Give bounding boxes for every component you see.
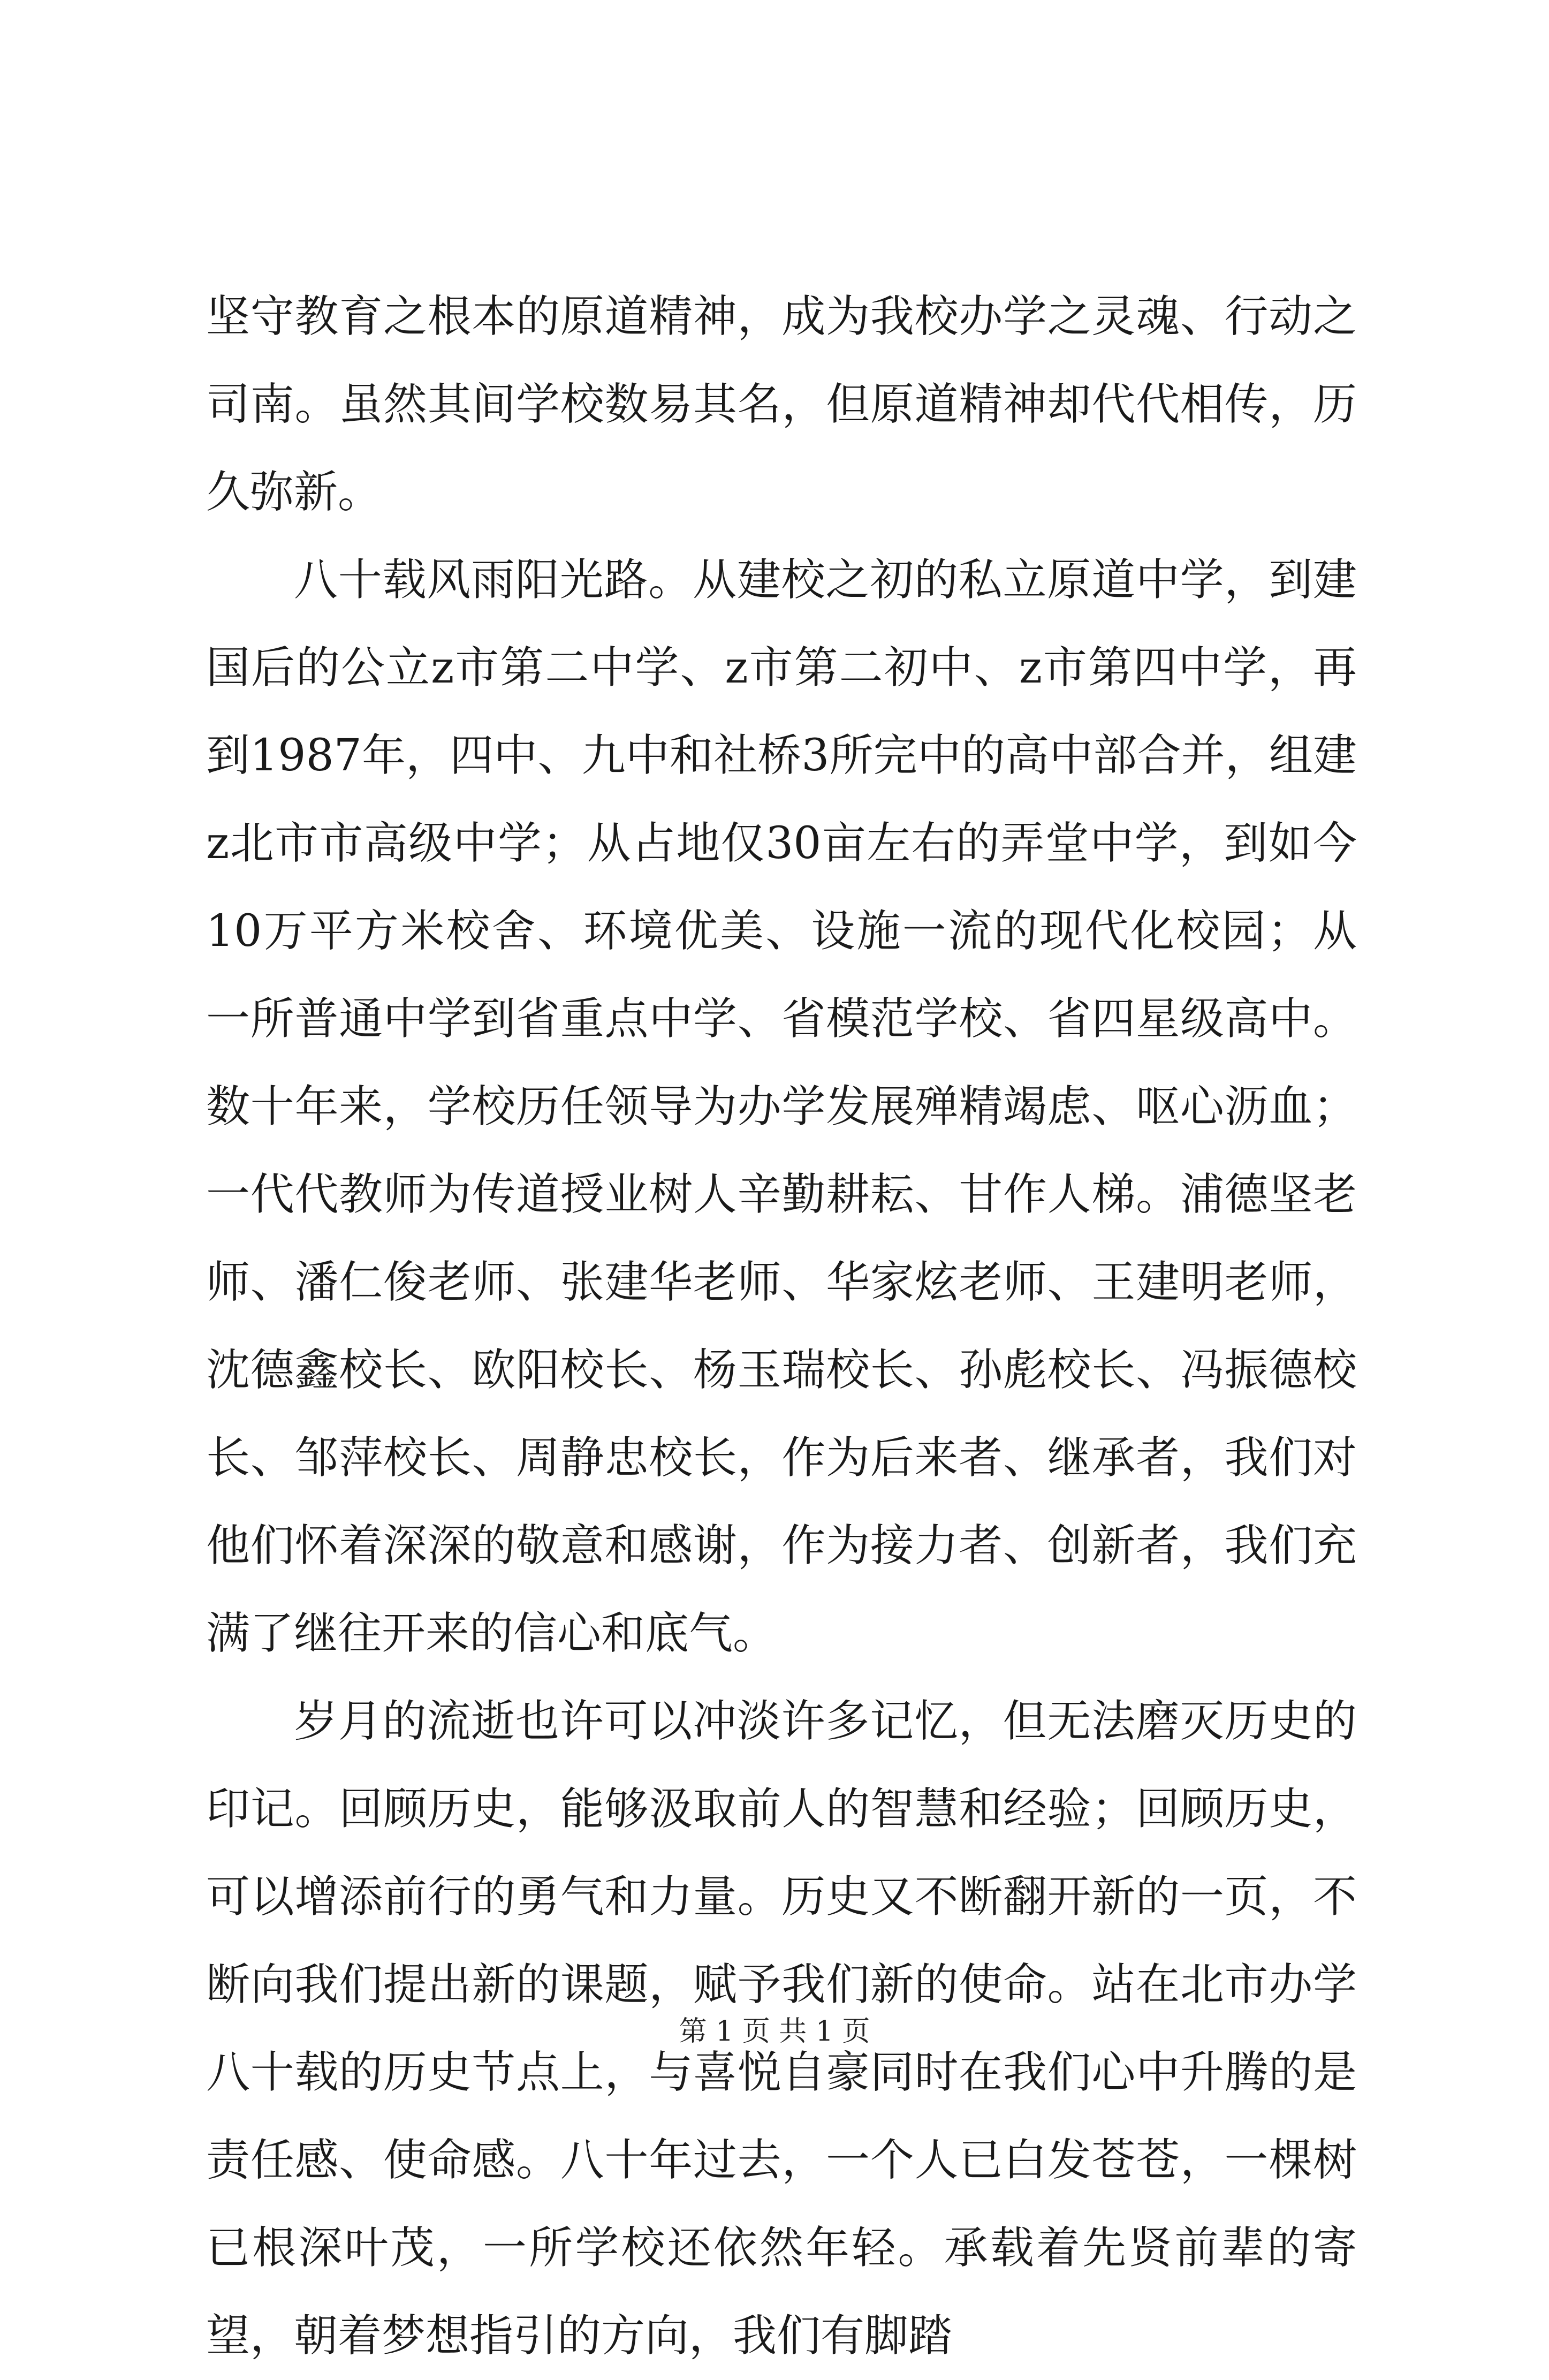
- paragraph-1: 坚守教育之根本的原道精神，成为我校办学之灵魂、行动之司南。虽然其间学校数易其名，但原道精神却代代相传，历久弥新。: [206, 291, 1357, 518]
- paragraph-3: 岁月的流逝也许可以冲淡许多记忆，但无法磨灭历史的印记。回顾历史，能够汲取前人的智慧和经验；回顾历史，可以增添前行的勇气和力量。历史又不断翻开新的一页，不断向我们提出新的课题，赋予我们新的使命。站在北市办学八十载的历史节点上，与喜悦自豪同时在我们心中升腾的是责任感、使命感。八十年过去，一个人已白发苍苍，一棵树已根深叶茂，一所学校还依然年轻。承载着先贤前辈的寄望，朝着梦想指引的方向，我们有脚踏: [206, 1696, 1357, 2361]
- paragraph-2: 八十载风雨阳光路。从建校之初的私立原道中学，到建国后的公立z市第二中学、z市第二初中、z市第四中学，再到1987年，四中、九中和社桥3所完中的高中部合并，组建z北市市高级中学；从占地仅30亩左右的弄堂中学，到如今10万平方米校舍、环境优美、设施一流的现代化校园；从一所普通中学到省重点中学、省模范学校、省四星级高中。数十年来，学校历任领导为办学发展殚精竭虑、呕心沥血；一代代教师为传道授业树人辛勤耕耘、甘作人梯。浦德坚老师、潘仁俊老师、张建华老师、华家炫老师、王建明老师，沈德鑫校长、欧阳校长、杨玉瑞校长、孙彪校长、冯振德校长、邹萍校长、周静忠校长，作为后来者、继承者，我们对他们怀着深深的敬意和感谢，作为接力者、创新者，我们充满了继往开来的信心和底气。: [206, 555, 1357, 1659]
- body-text: [206, 273, 1357, 2380]
- page-footer: [0, 2013, 1549, 2050]
- page-number: 第 1 页 共 1 页: [679, 2015, 870, 2048]
